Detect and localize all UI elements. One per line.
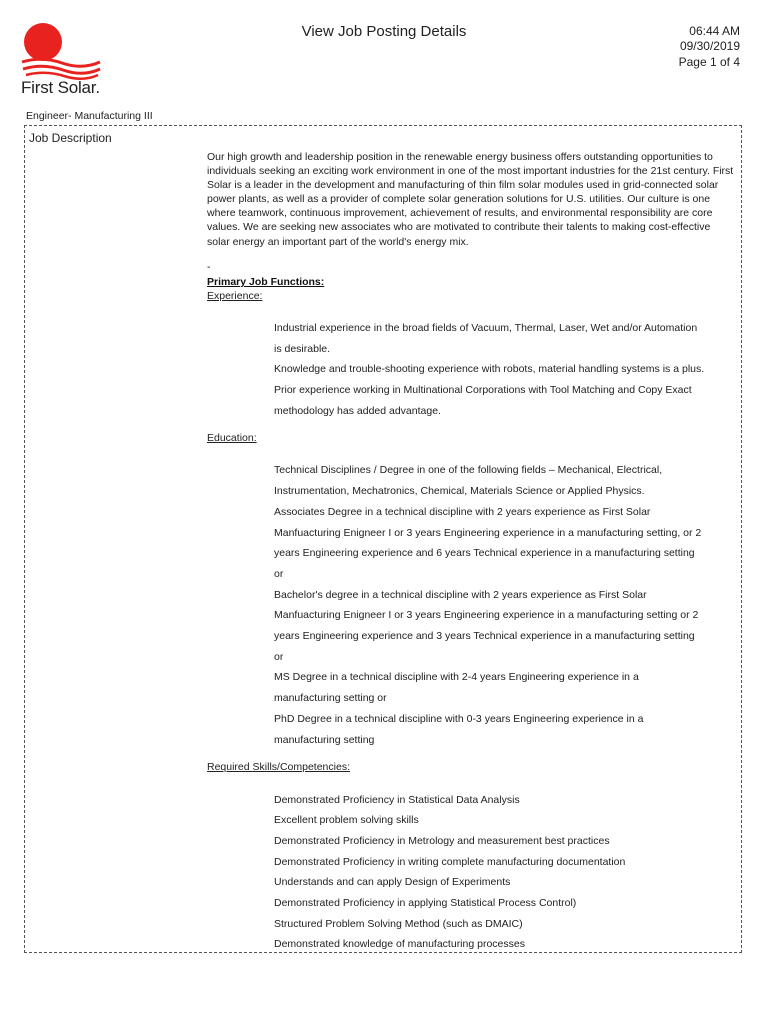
education-line: Manfuacturing Enigneer I or 3 years Engineering experience in a manufacturing setting, or 2 [274, 527, 702, 539]
page-number: Page 1 of 4 [678, 55, 740, 69]
separator-dash: - [207, 261, 211, 273]
section-label: Job Description [29, 131, 112, 145]
skill-line: Demonstrated Proficiency in Statistical Data Analysis [274, 794, 520, 806]
logo-wordmark: First Solar. [21, 78, 100, 97]
skill-line: Demonstrated Proficiency in applying Statistical Process Control) [274, 897, 577, 909]
education-line: PhD Degree in a technical discipline with 0-3 years Engineering experience in a [274, 713, 644, 725]
primary-functions-heading: Primary Job Functions: [207, 276, 325, 288]
education-line: Manfuacturing Enigneer I or 3 years Engineering experience in a manufacturing setting or 2 [274, 609, 699, 621]
education-heading: Education: [207, 432, 257, 444]
education-line: MS Degree in a technical discipline with 2-4 years Engineering experience in a [274, 671, 639, 683]
intro-paragraph: Our high growth and leadership position in the renewable energy business offers outstanding opportunities to individuals seeking an exciting work environment in one of the most important industries for the 21st century. First Solar is a leader in the development and manufacturing of thin film solar modules used in grid-connected solar power plants, as well as a provider of complete solar generation solutions for U.S. utilities. Our culture is one where teamwork, continuous improvement, achievement of results, and environmental responsibility are core values. We are seeking new associates who are motivated to contribute their talents to making cost-effective solar energy an important part of the world's energy mix. [207, 151, 734, 248]
education-line: years Engineering experience and 3 years Technical experience in a manufacturing setting [274, 630, 695, 642]
experience-line: Industrial experience in the broad fields of Vacuum, Thermal, Laser, Wet and/or Automation [274, 322, 698, 334]
experience-line: Knowledge and trouble-shooting experience with robots, material handling systems is a plus. [274, 363, 705, 375]
skills-heading: Required Skills/Competencies: [207, 761, 350, 773]
education-line: Associates Degree in a technical discipline with 2 years experience as First Solar [274, 506, 651, 518]
experience-heading: Experience: [207, 290, 263, 302]
education-line: manufacturing setting [274, 734, 375, 746]
job-title: Engineer- Manufacturing III [26, 110, 153, 122]
skill-line: Excellent problem solving skills [274, 814, 419, 826]
education-line: Technical Disciplines / Degree in one of the following fields – Mechanical, Electrical, [274, 464, 663, 476]
page-title: View Job Posting Details [301, 23, 467, 40]
print-date: 09/30/2019 [679, 39, 740, 53]
skill-line: Demonstrated Proficiency in Metrology and measurement best practices [274, 835, 610, 847]
education-line: or [274, 651, 284, 663]
skill-line: Structured Problem Solving Method (such as DMAIC) [274, 918, 523, 930]
education-line: Instrumentation, Mechatronics, Chemical, Materials Science or Applied Physics. [274, 485, 645, 497]
job-description-box [24, 125, 742, 953]
experience-line: Prior experience working in Multinational Corporations with Tool Matching and Copy Exact [274, 384, 692, 396]
education-line: or [274, 568, 284, 580]
skill-line: Demonstrated knowledge of manufacturing processes [274, 938, 525, 950]
education-line: Bachelor's degree in a technical discipline with 2 years experience as First Solar [274, 589, 647, 601]
education-line: years Engineering experience and 6 years Technical experience in a manufacturing setting [274, 547, 695, 559]
skill-line: Demonstrated Proficiency in writing complete manufacturing documentation [274, 856, 626, 868]
experience-line: methodology has added advantage. [274, 405, 441, 417]
experience-line: is desirable. [274, 343, 331, 355]
print-time: 06:44 AM [689, 24, 740, 38]
skill-line: Understands and can apply Design of Experiments [274, 876, 511, 888]
education-line: manufacturing setting or [274, 692, 387, 704]
